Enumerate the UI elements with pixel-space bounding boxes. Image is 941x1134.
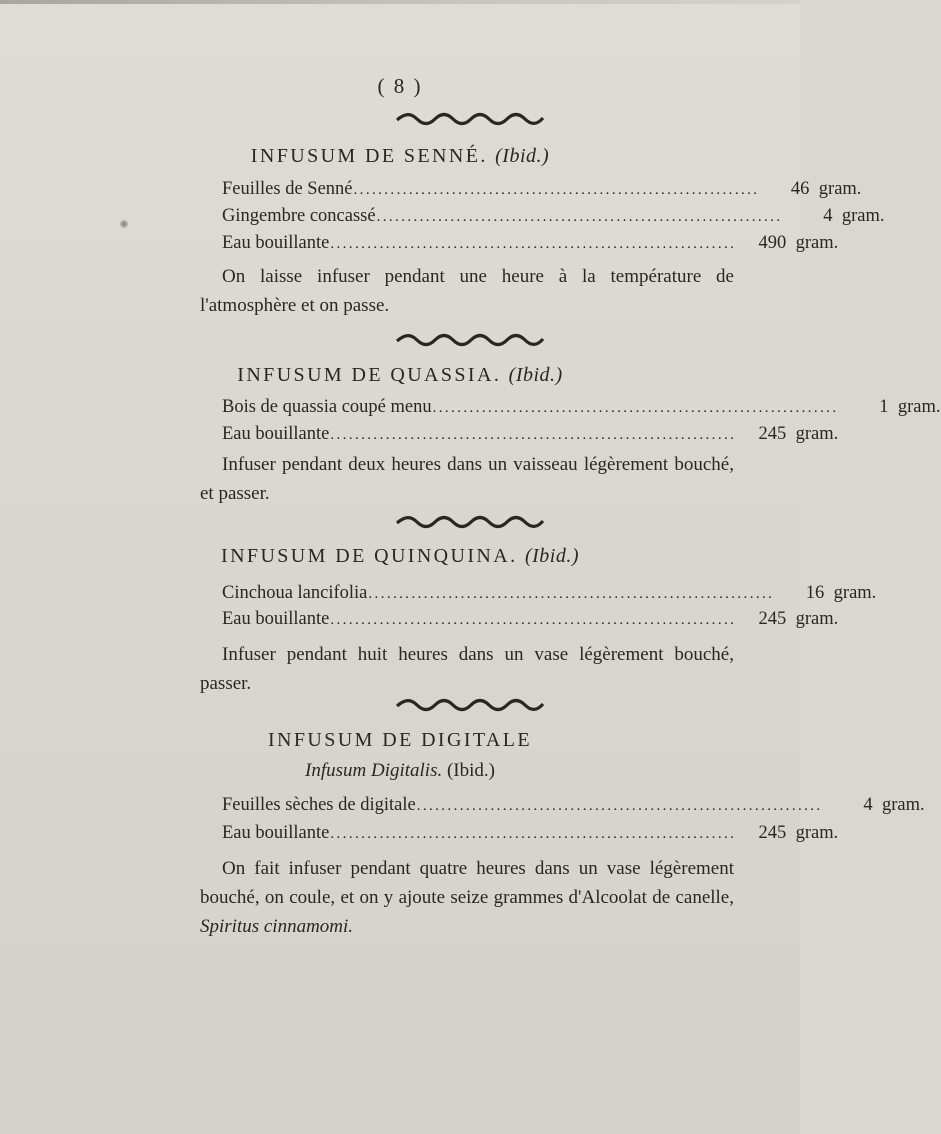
- ingredient-unit: gram.: [795, 609, 839, 629]
- ingredient-qty: 46: [790, 179, 810, 199]
- ingredient-qty: 490: [758, 233, 787, 253]
- ingredient-row: [222, 795, 925, 816]
- section-heading-digitale: [0, 729, 800, 752]
- ornament-divider-1: [395, 112, 545, 126]
- ingredient-unit: gram.: [795, 233, 839, 253]
- wave-ornament-icon: [395, 112, 545, 126]
- section-heading-senne: [0, 145, 800, 168]
- ingredient-row: [222, 583, 877, 604]
- ingredient-qty: 4: [863, 795, 873, 815]
- page-edge: [0, 0, 800, 4]
- ingredient-row: [222, 424, 839, 445]
- ingredient-qty: 245: [758, 823, 787, 843]
- ingredient-unit: gram.: [833, 583, 877, 603]
- ornament-divider-2: [395, 333, 545, 347]
- ingredient-unit: gram.: [795, 823, 839, 843]
- leader-dots: ..................................................................: [353, 182, 760, 198]
- ingredient-unit: gram.: [897, 397, 941, 417]
- leader-dots: ..................................................................: [330, 236, 737, 252]
- ingredient-row: [222, 397, 941, 418]
- instructions-latin: Spiritus cinnamomi.: [200, 916, 354, 937]
- ingredient-qty: 245: [758, 424, 787, 444]
- leader-dots: ..................................................................: [416, 798, 823, 814]
- ingredient-name: Feuilles sèches de digitale: [222, 795, 416, 815]
- ingredient-unit: gram.: [795, 424, 839, 444]
- heading-text: INFUSUM DE SENNÉ.: [250, 145, 488, 167]
- latin-name: Infusum Digitalis.: [305, 760, 443, 781]
- page-number: ( 8 ): [377, 74, 423, 98]
- heading-text: INFUSUM DE DIGITALE: [268, 729, 532, 751]
- ingredient-name: Eau bouillante: [222, 823, 330, 843]
- instructions-paragraph: Infuser pendant huit heures dans un vase légèrement bouché, passer.: [200, 644, 734, 694]
- wave-ornament-icon: [395, 698, 545, 712]
- ornament-divider-4: [395, 698, 545, 712]
- ornament-divider-3: [395, 515, 545, 529]
- ingredient-name: Bois de quassia coupé menu: [222, 397, 432, 417]
- ingredient-row: [222, 206, 885, 227]
- ingredient-unit: gram.: [841, 206, 885, 226]
- ingredient-row: [222, 823, 839, 844]
- heading-ref: (Ibid.): [508, 364, 563, 386]
- heading-text: INFUSUM DE QUASSIA.: [237, 364, 502, 386]
- ingredient-unit: gram.: [818, 179, 862, 199]
- ink-spot: [120, 220, 128, 228]
- section-subheading: [0, 760, 800, 782]
- section-heading-quinquina: [0, 545, 800, 568]
- leader-dots: ..................................................................: [330, 612, 737, 628]
- ingredient-qty: 245: [758, 609, 787, 629]
- leader-dots: ..................................................................: [432, 400, 839, 416]
- instructions-paragraph: [200, 854, 734, 941]
- section-heading-quassia: [0, 364, 800, 387]
- ingredient-row: [222, 609, 839, 630]
- ingredient-row: [222, 179, 862, 200]
- ingredient-row: [222, 233, 839, 254]
- heading-ref: (Ibid.): [495, 145, 550, 167]
- ingredient-name: Eau bouillante: [222, 424, 330, 444]
- leader-dots: ..................................................................: [330, 427, 737, 443]
- ingredient-name: Cinchoua lancifolia: [222, 583, 368, 603]
- ingredient-qty: 4: [823, 206, 833, 226]
- ingredient-name: Eau bouillante: [222, 233, 330, 253]
- leader-dots: ..................................................................: [376, 209, 783, 225]
- wave-ornament-icon: [395, 515, 545, 529]
- ingredient-qty: 1: [879, 397, 889, 417]
- instructions-text: On fait infuser pendant quatre heures dans un vase légèrement bouché, on coule, et on y ajoute seize grammes d'Alcoolat de canelle,: [200, 858, 734, 908]
- heading-text: INFUSUM DE QUINQUINA.: [221, 545, 518, 567]
- wave-ornament-icon: [395, 333, 545, 347]
- instructions-paragraph: On laisse infuser pendant une heure à la température de l'atmosphère et on passe.: [200, 266, 734, 316]
- subheading-ref: (Ibid.): [446, 760, 495, 781]
- instructions-paragraph: Infuser pendant deux heures dans un vaisseau légèrement bouché, et passer.: [200, 454, 734, 504]
- ingredient-name: Eau bouillante: [222, 609, 330, 629]
- leader-dots: ..................................................................: [330, 826, 737, 842]
- ingredient-qty: 16: [805, 583, 825, 603]
- heading-ref: (Ibid.): [524, 545, 579, 567]
- ingredient-name: Feuilles de Senné: [222, 179, 353, 199]
- ingredient-name: Gingembre concassé: [222, 206, 376, 226]
- leader-dots: ..................................................................: [368, 586, 775, 602]
- ingredient-unit: gram.: [881, 795, 925, 815]
